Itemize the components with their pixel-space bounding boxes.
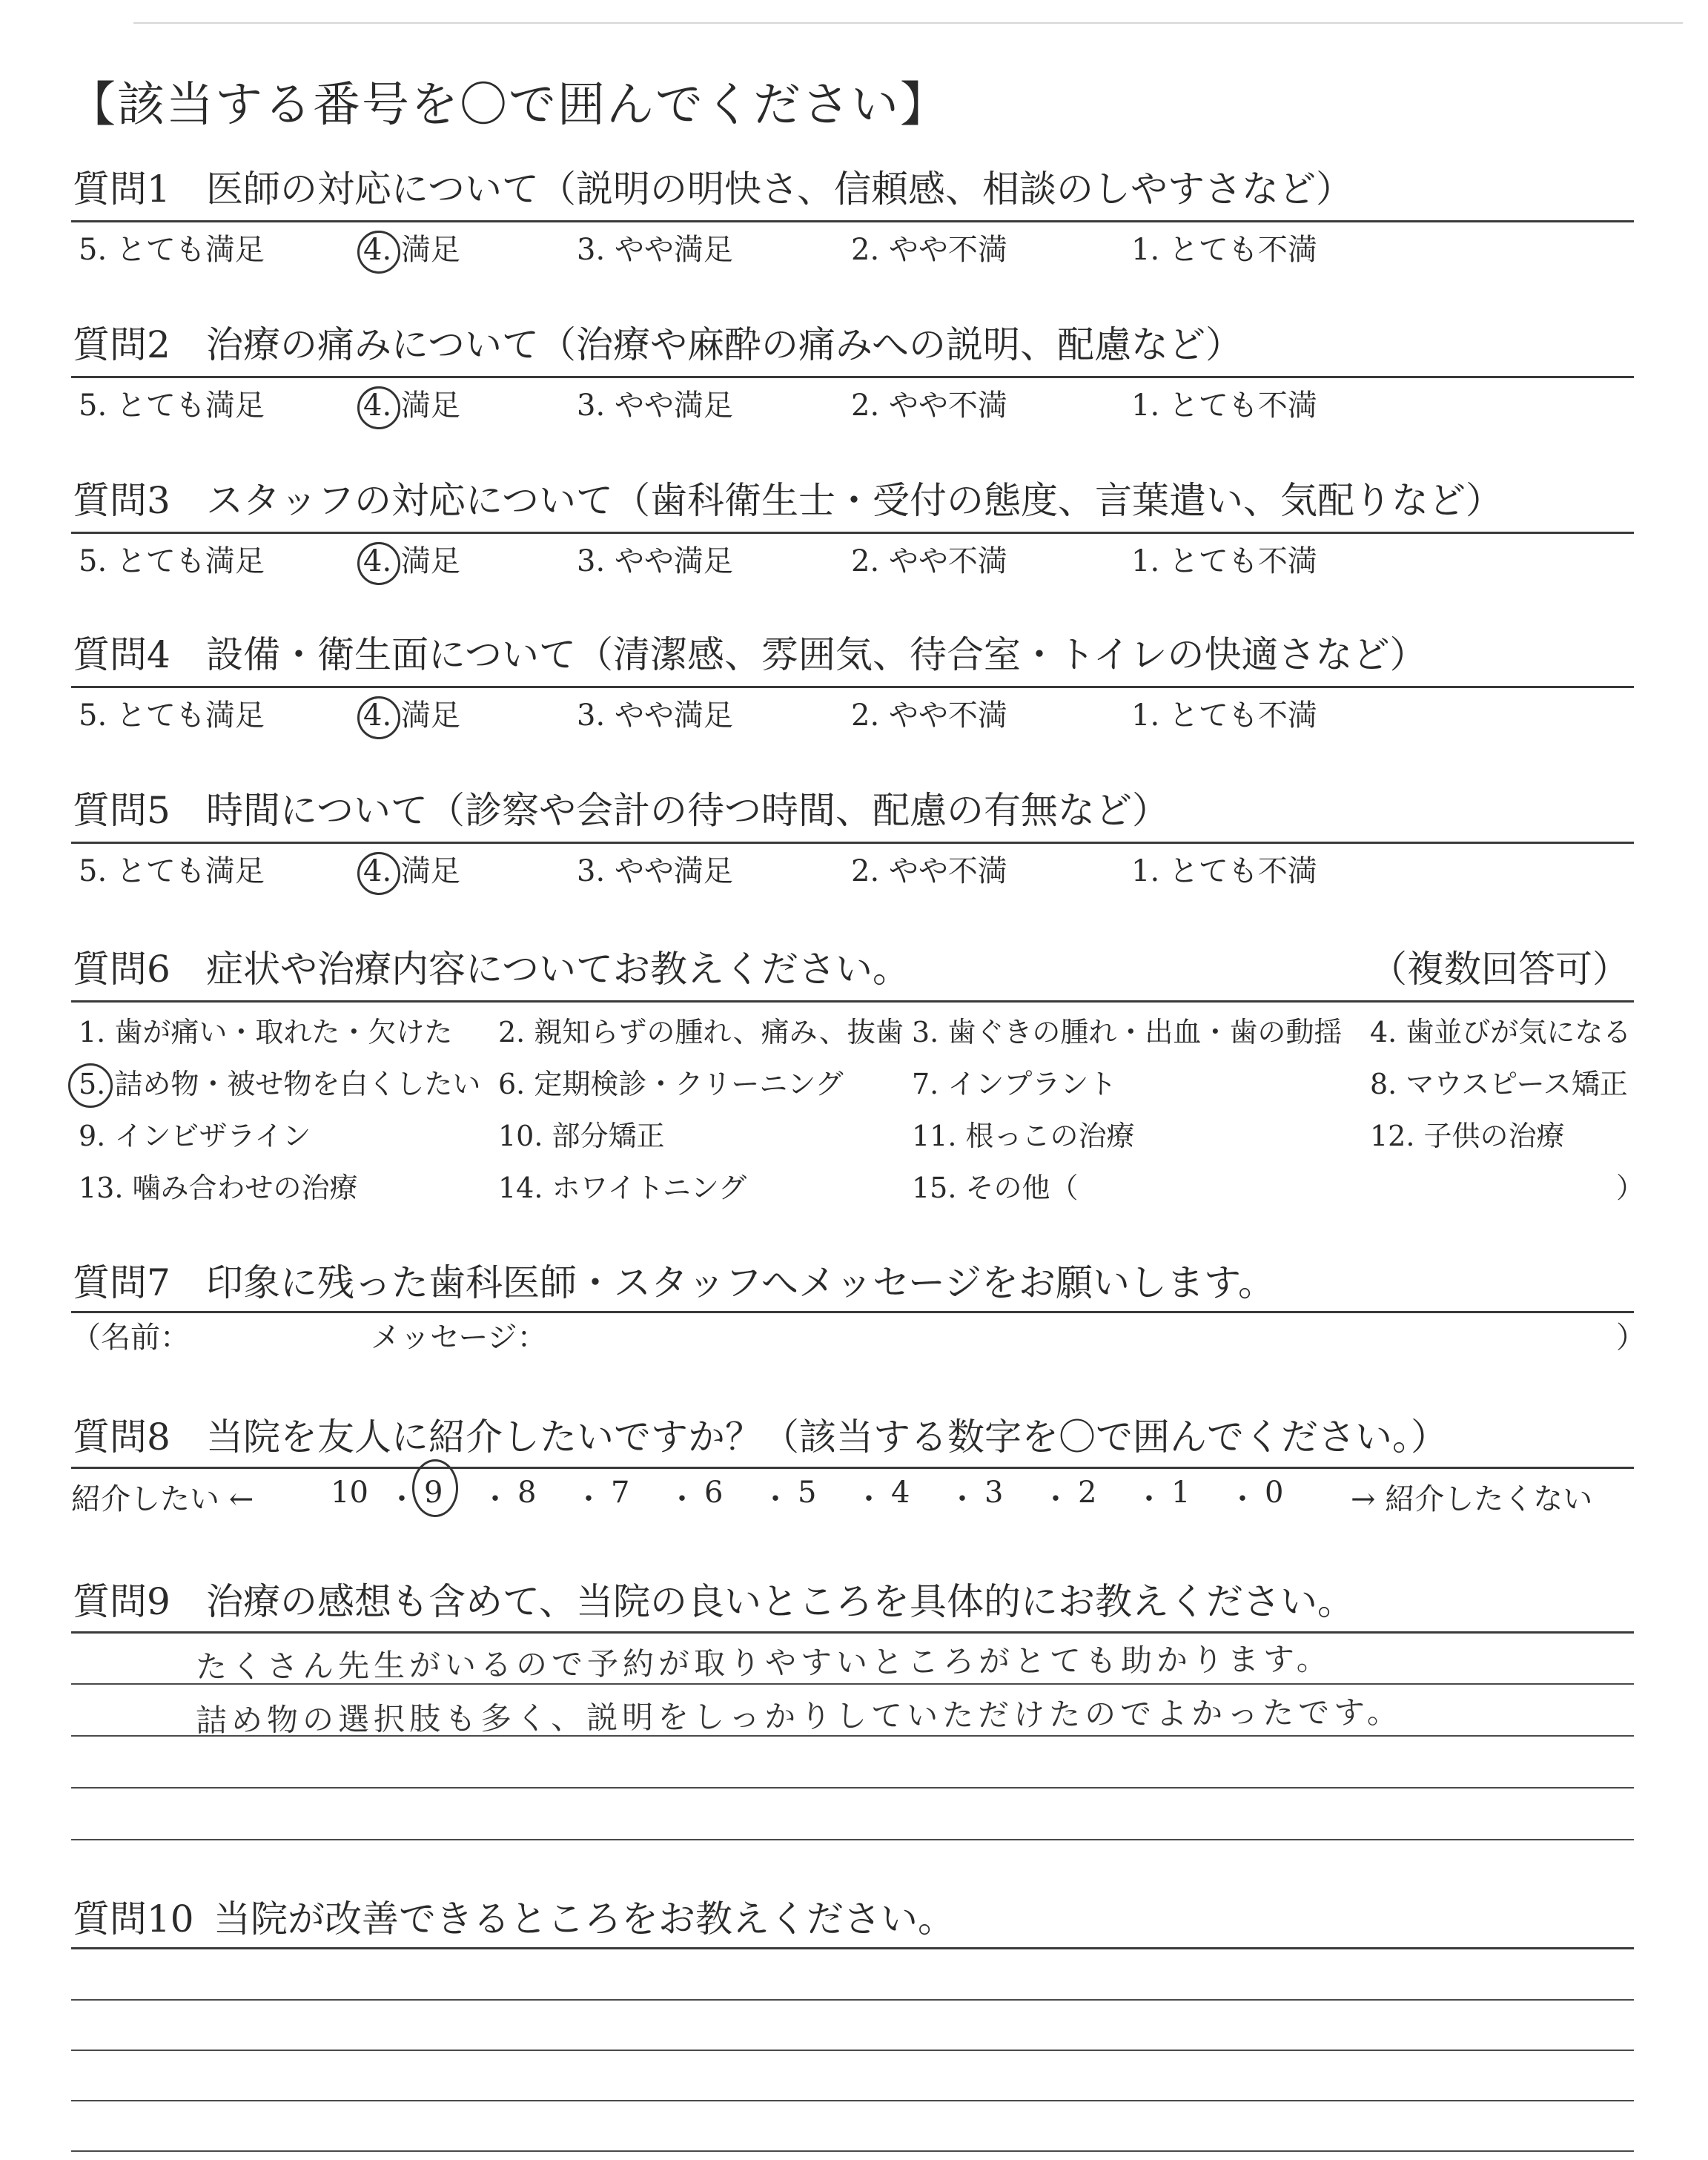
- page-title: 【該当する番号を〇で囲んでください】: [68, 78, 949, 133]
- q3-rule: [71, 532, 1634, 534]
- q6-option[interactable]: 7. インプラント: [912, 1068, 1117, 1100]
- q6-option[interactable]: 11. 根っこの治療: [912, 1120, 1135, 1152]
- q6-rule: [71, 1000, 1634, 1003]
- q4-option[interactable]: 1. とても不満: [1131, 698, 1317, 733]
- q7-name-label: （名前：: [71, 1321, 190, 1355]
- q10-line: [71, 1999, 1634, 2001]
- q9-rule: [71, 1631, 1634, 1634]
- q4-number: 質問4: [73, 633, 171, 676]
- q3-option[interactable]: 2. やや不満: [851, 544, 1007, 578]
- q8-scale-value[interactable]: 6: [704, 1476, 724, 1510]
- selection-circle: [357, 542, 400, 585]
- q1-text: 医師の対応について（説明の明快さ、信頼感、相談のしやすさなど）: [206, 168, 1353, 211]
- q1-option[interactable]: 2. やや不満: [851, 233, 1007, 267]
- q3-option[interactable]: 4. 満足: [363, 544, 460, 578]
- q8-scale-separator: ・: [574, 1482, 603, 1516]
- selection-circle: [357, 231, 400, 274]
- q8-scale-separator: ・: [480, 1482, 510, 1516]
- q7-heading: [73, 1261, 1275, 1305]
- q1-rule: [71, 220, 1634, 222]
- q8-scale-value[interactable]: 1: [1171, 1476, 1191, 1510]
- q1-option[interactable]: 1. とても不満: [1131, 233, 1317, 267]
- q8-scale-value[interactable]: 2: [1078, 1476, 1097, 1510]
- q5-option[interactable]: 5. とても満足: [79, 854, 265, 888]
- q9-answer-line-2: 詰め物の選択肢も多く、説明をしっかりしていただけたのでよかったです。: [195, 1694, 1403, 1739]
- q9-number: 質問9: [73, 1580, 171, 1623]
- q8-text: 当院を友人に紹介したいですか？（該当する数字を〇で囲んでください。）: [206, 1416, 1448, 1459]
- q4-option[interactable]: 4. 満足: [363, 698, 460, 733]
- q1-option[interactable]: 3. やや満足: [577, 233, 733, 267]
- q9-line: [71, 1839, 1634, 1840]
- q6-option[interactable]: 12. 子供の治療: [1370, 1120, 1565, 1152]
- q4-text: 設備・衛生面について（清潔感、雰囲気、待合室・トイレの快適さなど）: [206, 633, 1427, 676]
- q9-line: [71, 1735, 1634, 1737]
- q2-option[interactable]: 2. やや不満: [851, 389, 1007, 423]
- q5-text: 時間について（診察や会計の待つ時間、配慮の有無など）: [206, 789, 1169, 832]
- q4-option[interactable]: 5. とても満足: [79, 698, 265, 733]
- q10-rule: [71, 1947, 1634, 1949]
- q10-line: [71, 2100, 1634, 2101]
- q6-option[interactable]: 1. 歯が痛い・取れた・欠けた: [79, 1016, 453, 1048]
- q2-option[interactable]: 5. とても満足: [79, 389, 265, 423]
- q2-option[interactable]: 1. とても不満: [1131, 389, 1317, 423]
- q9-answer-line-1: たくさん先生がいるので予約が取りやすいところがとても助かります。: [195, 1640, 1332, 1685]
- q6-option[interactable]: 3. 歯ぐきの腫れ・出血・歯の動揺: [912, 1016, 1343, 1048]
- q8-scale-separator: ・: [1041, 1482, 1070, 1516]
- q1-option[interactable]: 5. とても満足: [79, 233, 265, 267]
- q3-option[interactable]: 1. とても不満: [1131, 544, 1317, 578]
- q7-rule: [71, 1311, 1634, 1313]
- q7-message-label: メッセージ：: [371, 1321, 547, 1355]
- q8-scale-separator: ・: [854, 1482, 884, 1516]
- q8-scale-separator: ・: [947, 1482, 977, 1516]
- q10-line: [71, 2050, 1634, 2051]
- q6-option[interactable]: 4. 歯並びが気になる: [1370, 1016, 1632, 1048]
- q2-text: 治療の痛みについて（治療や麻酔の痛みへの説明、配慮など）: [206, 323, 1242, 366]
- q5-heading: [73, 788, 1169, 833]
- q2-option[interactable]: 3. やや満足: [577, 389, 733, 423]
- q6-number: 質問6: [73, 948, 171, 991]
- q4-option[interactable]: 3. やや満足: [577, 698, 733, 733]
- q10-heading: [73, 1897, 955, 1941]
- selection-circle: [357, 852, 400, 895]
- q5-option[interactable]: 2. やや不満: [851, 854, 1007, 888]
- q2-rule: [71, 376, 1634, 378]
- q6-option[interactable]: 13. 噛み合わせの治療: [79, 1172, 358, 1204]
- q6-option[interactable]: 9. インビザライン: [79, 1120, 311, 1152]
- q6-text: 症状や治療内容についてお教えください。: [206, 948, 910, 991]
- q6-heading: [73, 947, 910, 991]
- q8-scale-value[interactable]: 10: [331, 1476, 368, 1510]
- q10-text: 当院が改善できるところをお教えください。: [214, 1898, 955, 1941]
- q6-option[interactable]: 2. 親知らずの腫れ、痛み、抜歯: [498, 1016, 904, 1048]
- top-border: [133, 22, 1683, 24]
- q3-number: 質問3: [73, 479, 171, 522]
- q6-option[interactable]: 14. ホワイトニング: [498, 1172, 747, 1204]
- q6-option[interactable]: 15. その他（: [912, 1172, 1079, 1204]
- q9-line: [71, 1683, 1634, 1685]
- q5-option[interactable]: 1. とても不満: [1131, 854, 1317, 888]
- q8-scale-value[interactable]: 8: [517, 1476, 537, 1510]
- q8-scale-separator: ・: [761, 1482, 790, 1516]
- q8-scale-value[interactable]: 3: [984, 1476, 1004, 1510]
- q9-text: 治療の感想も含めて、当院の良いところを具体的にお教えください。: [206, 1580, 1354, 1623]
- q1-number: 質問1: [73, 168, 171, 211]
- q8-scale-value[interactable]: 9: [424, 1476, 443, 1510]
- q2-number: 質問2: [73, 323, 171, 366]
- selection-circle: [357, 696, 400, 739]
- q8-scale-separator: ・: [1228, 1482, 1257, 1516]
- q3-text: スタッフの対応について（歯科衛生士・受付の態度、言葉遣い、気配りなど）: [206, 479, 1503, 522]
- q9-line: [71, 1787, 1634, 1789]
- q6-option[interactable]: 5. 詰め物・被せ物を白くしたい: [79, 1068, 481, 1100]
- q1-heading: [73, 167, 1353, 211]
- selection-circle: [68, 1063, 113, 1108]
- q8-scale-separator: ・: [1134, 1482, 1164, 1516]
- q4-heading: [73, 633, 1427, 677]
- q3-option[interactable]: 5. とても満足: [79, 544, 265, 578]
- q5-option[interactable]: 3. やや満足: [577, 854, 733, 888]
- q8-heading: [73, 1415, 1448, 1459]
- q2-heading: [73, 323, 1242, 367]
- q6-option[interactable]: 8. マウスピース矯正: [1370, 1068, 1628, 1100]
- q7-text: 印象に残った歯科医師・スタッフへメッセージをお願いします。: [206, 1261, 1275, 1304]
- q6-note: （複数回答可）: [1370, 948, 1629, 991]
- q3-option[interactable]: 3. やや満足: [577, 544, 733, 578]
- q2-option[interactable]: 4. 満足: [363, 389, 460, 423]
- q8-number: 質問8: [73, 1416, 171, 1459]
- q3-heading: [73, 478, 1503, 523]
- q6-option: ）: [1616, 1172, 1645, 1204]
- q7-number: 質問7: [73, 1261, 171, 1304]
- q8-scale-value[interactable]: 0: [1265, 1476, 1284, 1510]
- selection-circle: [412, 1459, 458, 1517]
- q8-scale-separator: ・: [667, 1482, 697, 1516]
- q8-scale-value[interactable]: 5: [798, 1476, 817, 1510]
- q8-left-label: 紹介したい ←: [71, 1482, 254, 1516]
- q8-right-label: → 紹介したくない: [1351, 1482, 1593, 1516]
- q10-number: 質問10: [73, 1898, 194, 1941]
- q4-rule: [71, 686, 1634, 688]
- q8-scale-separator: ・: [387, 1482, 417, 1516]
- q6-option[interactable]: 6. 定期検診・クリーニング: [498, 1068, 844, 1100]
- q5-number: 質問5: [73, 789, 171, 832]
- q10-line: [71, 2150, 1634, 2152]
- q8-rule: [71, 1467, 1634, 1469]
- q7-close-paren: ）: [1616, 1321, 1646, 1355]
- q4-option[interactable]: 2. やや不満: [851, 698, 1007, 733]
- q8-scale-value[interactable]: 4: [891, 1476, 910, 1510]
- selection-circle: [357, 386, 400, 429]
- q9-heading: [73, 1579, 1354, 1624]
- q5-option[interactable]: 4. 満足: [363, 854, 460, 888]
- q8-scale-value[interactable]: 7: [611, 1476, 630, 1510]
- q6-option[interactable]: 10. 部分矯正: [498, 1120, 665, 1152]
- q5-rule: [71, 842, 1634, 844]
- q1-option[interactable]: 4. 満足: [363, 233, 460, 267]
